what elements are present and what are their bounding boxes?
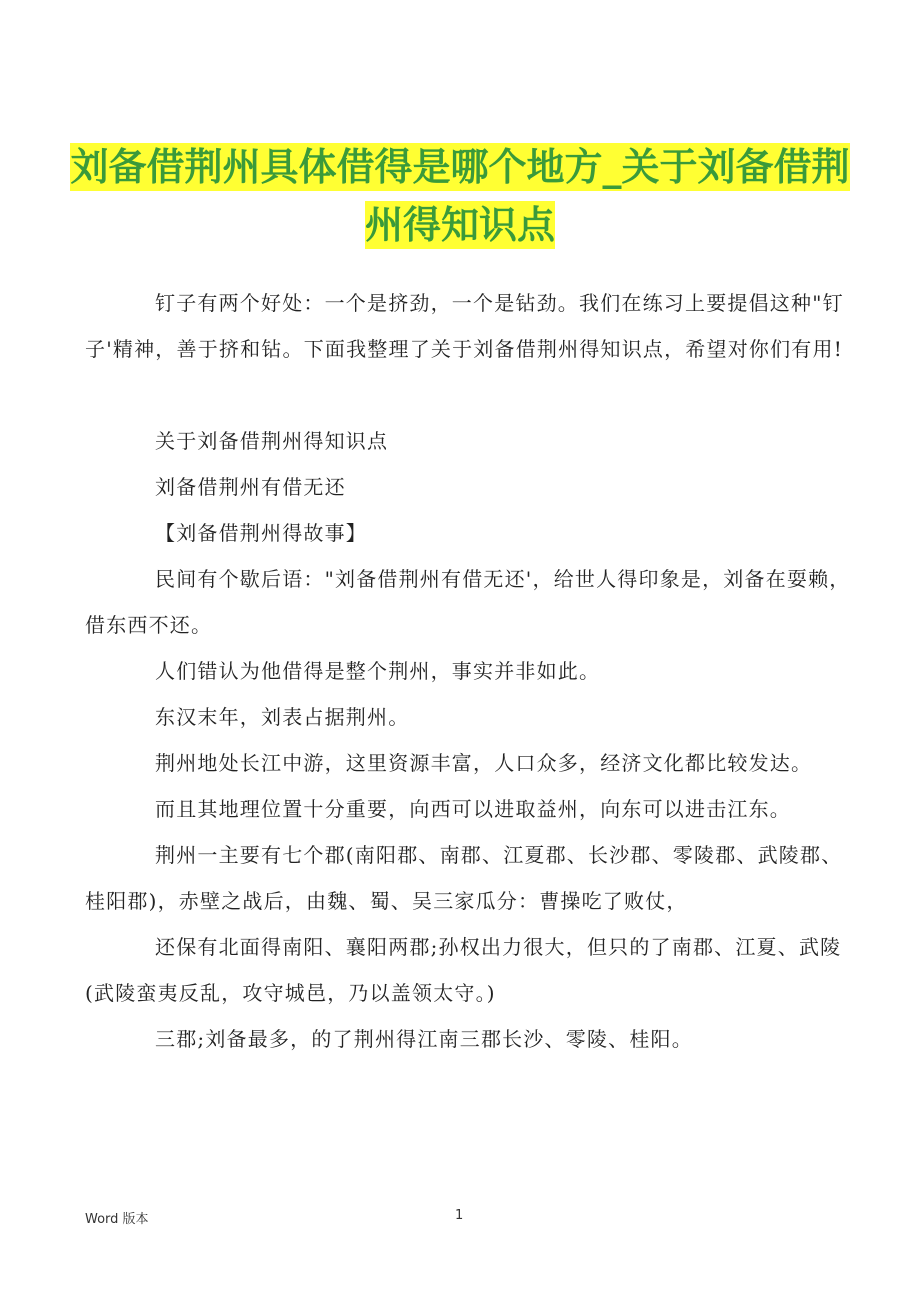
body-paragraph: 人们错认为他借得是整个荆州，事实并非如此。 <box>155 659 601 683</box>
page-title <box>60 138 860 254</box>
subheading: 刘备借荆州有借无还 <box>155 475 346 499</box>
paragraph-gap <box>85 372 855 418</box>
body-paragraph: 东汉末年，刘表占据荆州。 <box>155 705 410 729</box>
body-paragraph: 荆州地处长江中游，这里资源丰富，人口众多，经济文化都比较发达。 <box>155 751 813 775</box>
intro-paragraph: 钉子有两个好处：一个是挤劲，一个是钻劲。我们在练习上要提倡这种"钉子'精神，善于挤和钻。下面我整理了关于刘备借荆州得知识点，希望对你们有用! <box>85 291 844 361</box>
body-paragraph: 三郡;刘备最多，的了荆州得江南三郡长沙、零陵、桂阳。 <box>155 1027 693 1051</box>
body-paragraph: 荆州一主要有七个郡(南阳郡、南郡、江夏郡、长沙郡、零陵郡、武陵郡、桂阳郡)，赤壁之战后，由魏、蜀、吴三家瓜分：曹操吃了败仗， <box>85 843 843 913</box>
body-paragraph: 而且其地理位置十分重要，向西可以进取益州，向东可以进击江东。 <box>155 797 791 821</box>
body-paragraph: 还保有北面得南阳、襄阳两郡;孙权出力很大，但只的了南郡、江夏、武陵(武陵蛮夷反乱，攻守城邑，乃以盖领太守。) <box>85 935 842 1005</box>
story-heading: 【刘备借荆州得故事】 <box>155 521 367 545</box>
page-number: 1 <box>455 1208 464 1223</box>
document-body <box>85 280 855 1062</box>
section-heading: 关于刘备借荆州得知识点 <box>155 429 389 453</box>
page-title-text: 刘备借荆州具体借得是哪个地方_关于刘备借荆州得知识点 <box>70 145 850 247</box>
footer-label: Word 版本 <box>85 1212 149 1227</box>
body-paragraph: 民间有个歇后语："刘备借荆州有借无还'，给世人得印象是，刘备在耍赖，借东西不还。 <box>85 567 851 637</box>
